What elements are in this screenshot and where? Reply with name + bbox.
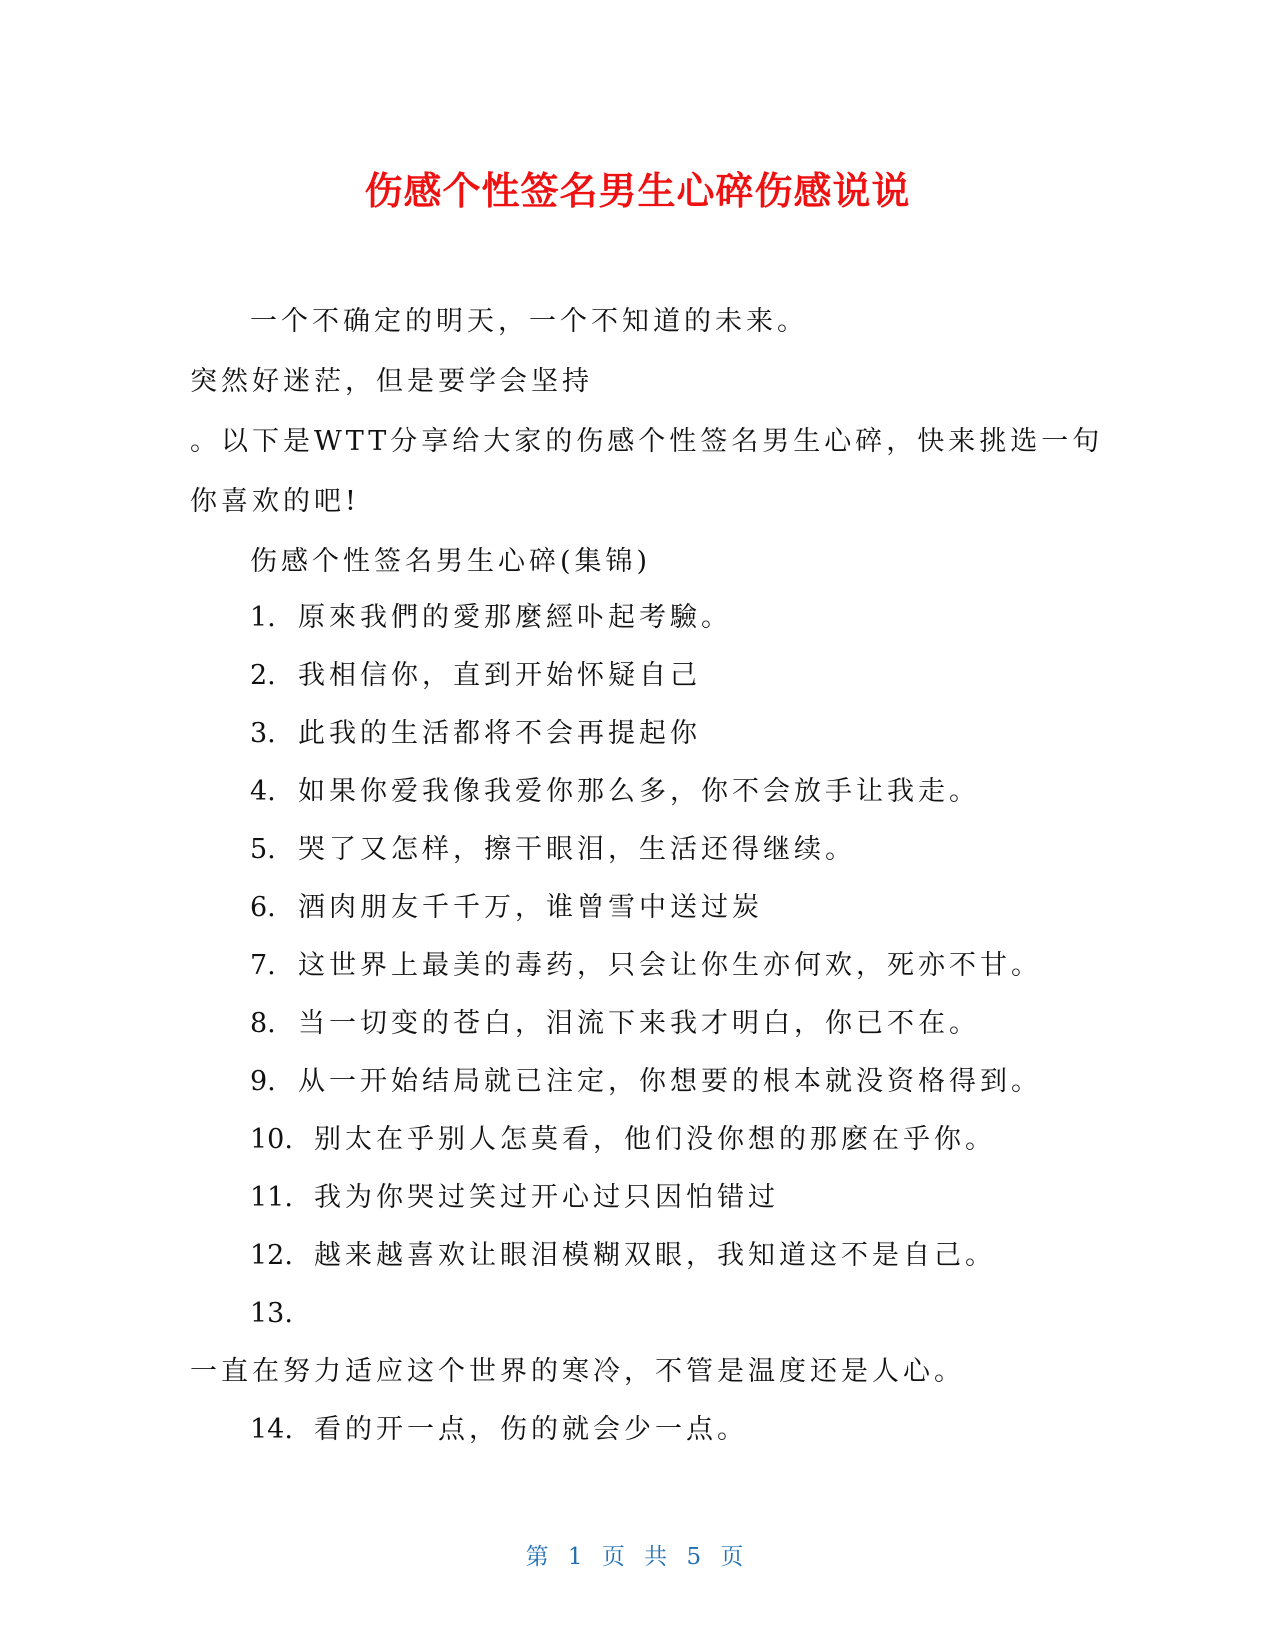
list-item-text: 此我的生活都将不会再提起你 <box>298 718 701 749</box>
list-item-text: 越来越喜欢让眼泪模糊双眼，我知道这不是自己。 <box>314 1240 996 1271</box>
list-item-number: 4. <box>250 776 276 807</box>
list-item <box>250 658 701 694</box>
list-item-text: 酒肉朋友千千万，谁曾雪中送过炭 <box>298 892 763 923</box>
list-item-text: 哭了又怎样，擦干眼泪，生活还得继续。 <box>298 834 856 865</box>
list-item-number: 3. <box>250 718 276 749</box>
list-item-text: 别太在乎别人怎莫看，他们没你想的那麽在乎你。 <box>314 1124 996 1155</box>
intro-line: 你喜欢的吧! <box>190 486 360 517</box>
list-item <box>250 1296 314 1332</box>
list-item <box>250 1006 980 1042</box>
list-item-text: 原來我們的愛那麼經卟起考驗。 <box>298 602 732 633</box>
list-item <box>250 600 732 636</box>
list-item-number: 5. <box>250 834 276 865</box>
section-heading: 伤感个性签名男生心碎(集锦) <box>250 546 652 577</box>
list-item <box>250 948 1042 984</box>
list-item-number: 2. <box>250 660 276 691</box>
list-item <box>250 1122 996 1158</box>
list-item-number: 11. <box>250 1182 293 1213</box>
list-item <box>250 1180 779 1216</box>
intro-line: 。以下是WTT分享给大家的伤感个性签名男生心碎，快来挑选一句 <box>190 426 1104 457</box>
list-item <box>250 1064 1042 1100</box>
list-item-number: 12. <box>250 1240 293 1271</box>
page-title: 伤感个性签名男生心碎伤感说说 <box>364 169 911 213</box>
list-item <box>250 1412 748 1448</box>
list-item-text: 我为你哭过笑过开心过只因怕错过 <box>314 1182 779 1213</box>
list-item-text: 当一切变的苍白，泪流下来我才明白，你已不在。 <box>298 1008 980 1039</box>
list-item-number: 8. <box>250 1008 276 1039</box>
list-item <box>250 716 701 752</box>
list-item-text: 从一开始结局就已注定，你想要的根本就没资格得到。 <box>298 1066 1042 1097</box>
list-item <box>250 890 763 926</box>
list-item-number: 9. <box>250 1066 276 1097</box>
list-item-text: 看的开一点，伤的就会少一点。 <box>314 1414 748 1445</box>
list-item-text: 如果你爱我像我爱你那么多，你不会放手让我走。 <box>298 776 980 807</box>
list-item-number: 7. <box>250 950 276 981</box>
list-item-number: 10. <box>250 1124 293 1155</box>
list-item-text: 一直在努力适应这个世界的寒冷，不管是温度还是人心。 <box>190 1356 965 1387</box>
list-item <box>250 832 856 868</box>
list-item-number: 14. <box>250 1414 293 1445</box>
intro-line: 突然好迷茫，但是要学会坚持 <box>190 366 593 397</box>
intro-line: 一个不确定的明天，一个不知道的未来。 <box>250 306 808 337</box>
page-footer: 第 1 页 共 5 页 <box>525 1544 750 1570</box>
list-item-text: 我相信你，直到开始怀疑自己 <box>298 660 701 691</box>
list-item-number: 6. <box>250 892 276 923</box>
list-item <box>250 774 980 810</box>
list-item-text: 这世界上最美的毒药，只会让你生亦何欢，死亦不甘。 <box>298 950 1042 981</box>
list-item-number: 13. <box>250 1298 293 1329</box>
list-item-number: 1. <box>250 602 276 633</box>
list-item <box>250 1238 996 1274</box>
list-item-continuation <box>190 1354 965 1390</box>
